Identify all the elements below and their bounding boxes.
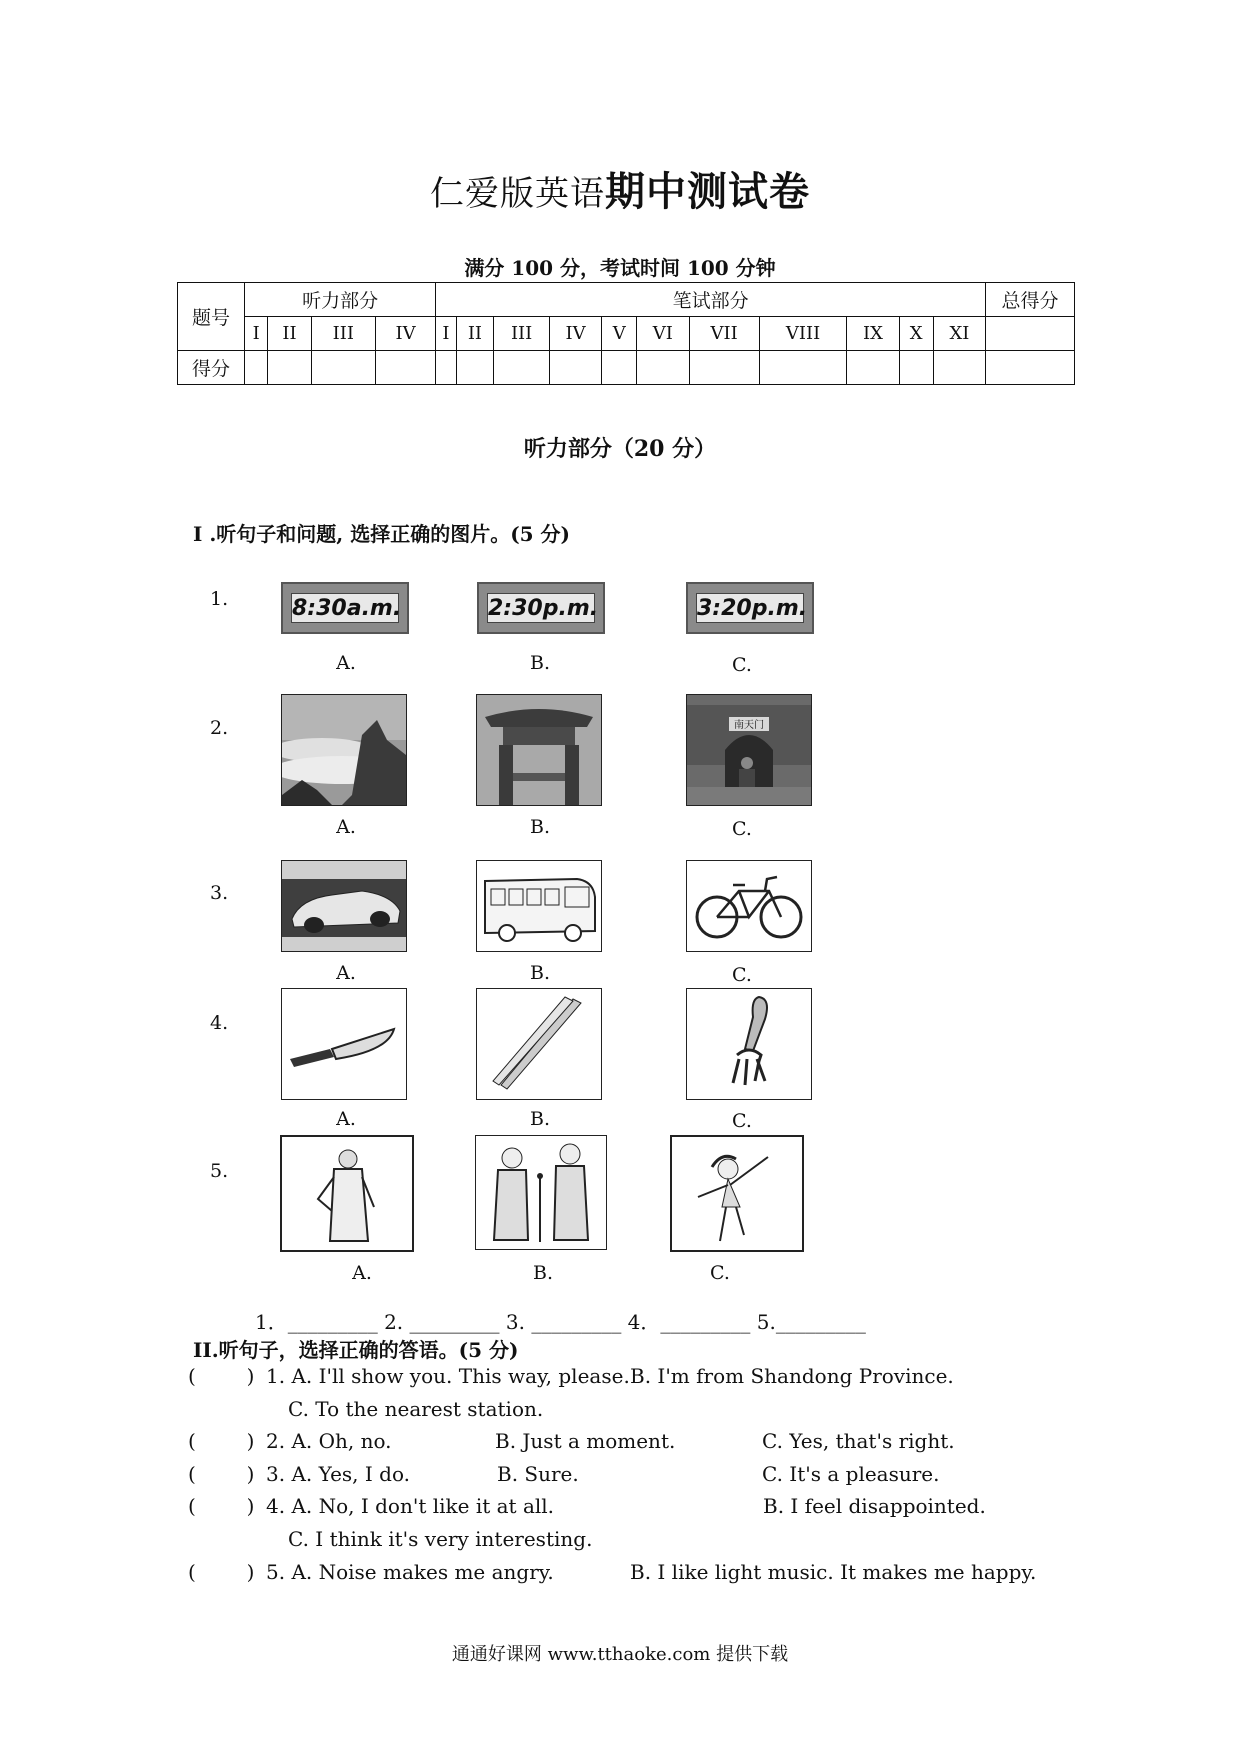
footer-source: 通通好课网 www.tthaoke.com 提供下载 — [451, 1644, 789, 1665]
listening-label: 听力部分 — [245, 283, 436, 317]
total-score-cell[interactable] — [986, 317, 1075, 351]
written-numeral: VI — [637, 317, 689, 351]
option-letter: A. — [352, 1262, 372, 1284]
option-letter: A. — [336, 1108, 356, 1130]
written-numeral: II — [456, 317, 494, 351]
answer-option-a: 4. A. No, I don't like it at all. — [266, 1494, 555, 1518]
answer-option-a: 5. A. Noise makes me angry. — [266, 1560, 554, 1584]
written-numeral: X — [899, 317, 933, 351]
clock-time: 2:30p.m. — [487, 593, 595, 623]
written-numeral: III — [494, 317, 550, 351]
score-cell[interactable] — [933, 351, 985, 385]
option-letter: B. — [529, 652, 550, 674]
answer-blanks[interactable]: 1．_________ 2. _________ 3. _________ 4．_________ 5._________ — [255, 1310, 866, 1334]
answer-option-a: 1. A. I'll show you. This way, please. — [266, 1364, 630, 1388]
answer-option-a: 2. A. Oh, no. — [266, 1429, 392, 1453]
score-cell[interactable] — [268, 351, 312, 385]
exam-subtitle: 满分 100 分，考试时间 100 分钟 — [464, 256, 776, 280]
answer-parenthesis[interactable]: ( ) — [188, 1462, 255, 1486]
written-numeral: V — [602, 317, 637, 351]
option-letter: B. — [532, 1262, 553, 1284]
fork-icon[interactable] — [686, 988, 812, 1100]
option-letter: C. — [732, 818, 752, 840]
score-row-label: 得分 — [178, 351, 245, 385]
score-cell[interactable] — [759, 351, 847, 385]
clock-sign-a[interactable] — [281, 582, 409, 634]
written-numeral: I — [436, 317, 456, 351]
answer-option-c: C. Yes, that's right. — [762, 1429, 955, 1453]
question-number: 3. — [210, 882, 229, 904]
knife-icon[interactable] — [281, 988, 407, 1100]
answer-option-a: C. To the nearest station. — [288, 1397, 544, 1421]
option-letter: C. — [732, 654, 752, 676]
option-letter: A. — [336, 816, 356, 838]
score-cell[interactable] — [456, 351, 494, 385]
answer-option-b: B. I'm from Shandong Province. — [630, 1364, 954, 1388]
answer-option-b: B. Just a moment. — [495, 1429, 676, 1453]
option-letter: B. — [529, 962, 550, 984]
written-numeral: VII — [689, 317, 759, 351]
listening-numeral: I — [245, 317, 268, 351]
total-score-label: 总得分 — [986, 283, 1075, 317]
option-letter: C. — [732, 964, 752, 986]
chopsticks-icon[interactable] — [476, 988, 602, 1100]
written-numeral: IV — [549, 317, 601, 351]
bus-icon[interactable] — [476, 860, 602, 952]
score-cell[interactable] — [245, 351, 268, 385]
listening-numeral: II — [268, 317, 312, 351]
option-letter: B. — [529, 1108, 550, 1130]
question-number: 5. — [210, 1160, 229, 1182]
listening-numeral: III — [311, 317, 375, 351]
listening-numeral: IV — [375, 317, 436, 351]
answer-parenthesis[interactable]: ( ) — [188, 1364, 255, 1388]
answer-option-b: B. I like light music. It makes me happy. — [630, 1560, 1037, 1584]
option-letter: A. — [336, 652, 356, 674]
clock-sign-b[interactable] — [477, 582, 605, 634]
answer-option-a: 3. A. Yes, I do. — [266, 1462, 410, 1486]
page-title — [0, 160, 1240, 217]
option-letter: C. — [732, 1110, 752, 1132]
section1-title: I .听句子和问题, 选择正确的图片。(5 分) — [193, 522, 571, 546]
written-numeral: XI — [933, 317, 985, 351]
question-number: 2. — [210, 717, 229, 739]
score-cell[interactable] — [311, 351, 375, 385]
score-cell[interactable] — [602, 351, 637, 385]
question-number-label: 题号 — [178, 283, 245, 351]
score-cell[interactable] — [494, 351, 550, 385]
score-cell[interactable] — [689, 351, 759, 385]
sports-car-icon[interactable] — [281, 860, 407, 952]
score-cell[interactable] — [436, 351, 456, 385]
answer-option-c: C. It's a pleasure. — [762, 1462, 940, 1486]
score-cell[interactable] — [899, 351, 933, 385]
total-score-value-cell[interactable] — [986, 351, 1075, 385]
score-table — [177, 282, 1075, 385]
option-letter: A. — [336, 962, 356, 984]
crosstalk-performers-icon[interactable] — [475, 1135, 607, 1250]
answer-parenthesis[interactable]: ( ) — [188, 1560, 255, 1584]
score-cell[interactable] — [847, 351, 899, 385]
title-part2: 期中测试卷 — [605, 168, 810, 215]
question-number: 4. — [210, 1012, 229, 1034]
clock-time: 3:20p.m. — [696, 593, 804, 623]
answer-parenthesis[interactable]: ( ) — [188, 1494, 255, 1518]
stone-gate-photo[interactable] — [476, 694, 602, 806]
written-numeral: VIII — [759, 317, 847, 351]
mountain-sea-of-clouds-photo[interactable] — [281, 694, 407, 806]
score-cell[interactable] — [375, 351, 436, 385]
bicycle-icon[interactable] — [686, 860, 812, 952]
written-numeral: IX — [847, 317, 899, 351]
option-letter: C. — [710, 1262, 730, 1284]
written-label: 笔试部分 — [436, 283, 986, 317]
answer-option-b: B. Sure. — [497, 1462, 579, 1486]
title-part1: 仁爱版英语 — [430, 174, 605, 214]
answer-option-c: B. I feel disappointed. — [763, 1494, 986, 1518]
answer-parenthesis[interactable]: ( ) — [188, 1429, 255, 1453]
opera-performer-icon[interactable] — [280, 1135, 414, 1252]
question-number: 1. — [210, 588, 229, 610]
score-cell[interactable] — [637, 351, 689, 385]
gate-sign-text: 南天门 — [734, 720, 764, 731]
option-letter: B. — [529, 816, 550, 838]
clock-time: 8:30a.m. — [291, 593, 399, 623]
dancer-icon[interactable] — [670, 1135, 804, 1252]
clock-sign-c[interactable] — [686, 582, 814, 634]
listening-section-heading: 听力部分（20 分） — [523, 436, 717, 462]
gate-with-person-photo[interactable] — [686, 694, 812, 806]
answer-option-a: C. I think it's very interesting. — [288, 1527, 593, 1551]
section2-title: II.听句子，选择正确的答语。(5 分) — [193, 1338, 519, 1362]
score-cell[interactable] — [549, 351, 601, 385]
